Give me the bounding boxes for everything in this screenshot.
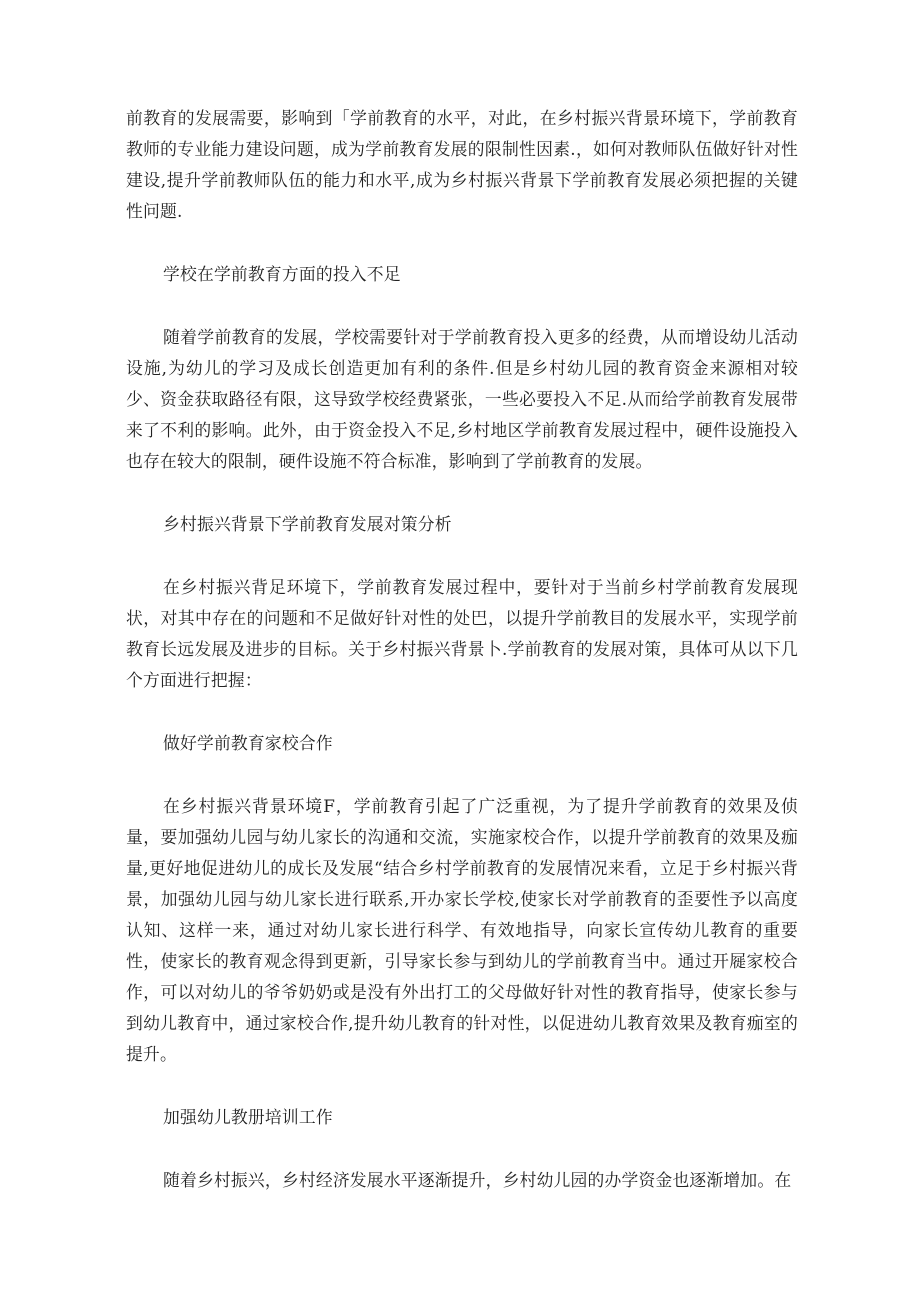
paragraph-teacher-training: 随着乡村振兴，乡村经济发展水平逐渐提升，乡村幼儿园的办学资金也逐渐增加。在 [163, 1170, 792, 1190]
paragraph-countermeasures: 在乡村振兴背足环境下，学前教育发展过程中，要针对于当前乡村学前教育发展现状，对其中存在的问题和不足做好针对性的处巴，以提升学前教目的发展水平，实现学前教育长远发展及进步的目标。关于乡村振兴背景卜.学前教育的发展对策，具体可从以下几个方面进行把握： [126, 577, 798, 690]
section-heading-home-school-cooperation: 做好学前教育家校合作 [163, 733, 333, 753]
section-heading-insufficient-investment: 学校在学前教育方面的投入不足 [163, 264, 401, 284]
document-body [126, 103, 798, 1196]
section-heading-countermeasures: 乡村振兴背景下学前教育发展对策分析 [163, 514, 452, 534]
paragraph-teacher-capacity: 前教育的发展需要，影响到「学前教育的水平，对此，在乡村振兴背景环境下，学前教育教师的专业能力建设问题，成为学前教育发展的限制性因素.，如何对教师队伍做好针对性建设,提升学前教师队伍的能力和水平,成为乡村振兴背景下学前教育发展必须把握的关键性问题. [126, 108, 798, 221]
paragraph-home-school-cooperation: 在乡村振兴背景环境F，学前教育引起了广泛重视，为了提升学前教育的效果及侦量，要加强幼儿园与幼儿家长的沟通和交流，实施家校合作，以提升学前教育的效果及痂量,更好地促进幼儿的成长及发展“结合乡村学前教育的发展情况来看，立足于乡村振兴背景，加强幼儿园与幼儿家长进行联系,开办家长学校,使家长对学前教育的歪要性予以高度认知、这样一来，通过对幼儿家长进行科学、有效地指导，向家长宣传幼儿教育的重要性，使家长的教育观念得到更新，引导家长参与到幼儿的学前教育当中。通过开屣家校合作，可以对幼儿的爷爷奶奶或是没有外出打工的父母做好针对性的教育指导，使家长参与到幼儿教育中，通过家校合作,提升幼儿教育的针对性，以促进幼儿教育效果及教育痂室的提升。 [126, 796, 798, 1064]
paragraph-investment: 随着学前教育的发展，学校需要针对于学前教育投入更多的经费，从而增设幼儿活动设施,为幼儿的学习及成长创造更加有利的条件.但是乡村幼儿园的教育资金来源相对较少、资金获取路径有限，这导致学校经费紧张，一些必要投入不足.从而给学前教育发展带来了不利的影响。此外，由于资金投入不足,乡村地区学前教育发展过程中，硬件设施投入也存在较大的限制，硬件设施不符合标准，影响到了学前教育的发展。 [126, 327, 798, 471]
section-heading-teacher-training: 加强幼儿教册培训工作 [163, 1107, 333, 1127]
